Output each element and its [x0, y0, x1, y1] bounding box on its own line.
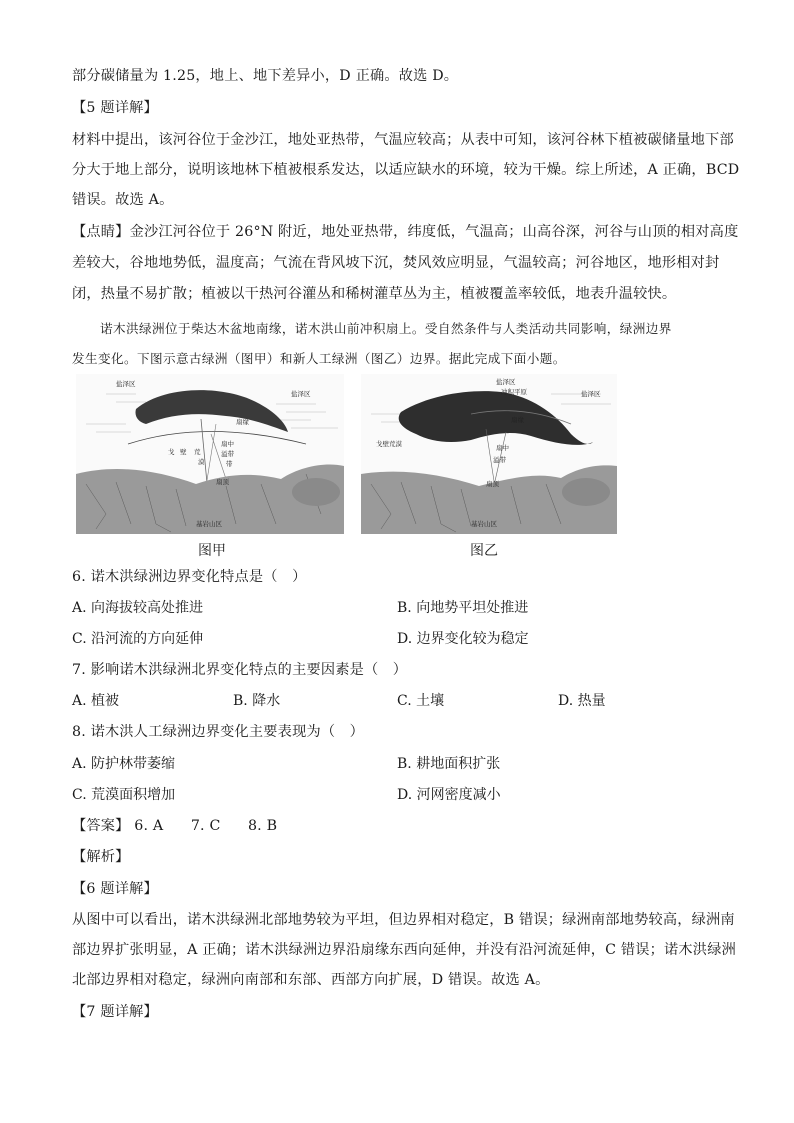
map-label: 带 [226, 460, 233, 468]
question-option: D. 边界变化较为稳定 [397, 631, 529, 647]
map-label: 基岩山区 [196, 520, 222, 528]
q5-detail-line: 错误。故选 A。 [72, 192, 174, 208]
question-stem: 7. 影响诺木洪绿洲北界变化特点的主要因素是（ ） [72, 662, 408, 678]
question-option: D. 河网密度减小 [397, 787, 501, 803]
answer-value: 7. C [190, 818, 221, 834]
question-option: A. 防护林带萎缩 [72, 756, 176, 772]
answer-label: 【答案】 [72, 818, 130, 834]
q6-detail-line: 部边界扩张明显，A 正确；诺木洪绿洲边界沿扇缘东西向延伸，并没有沿河流延伸，C 错误；诺木洪绿洲 [72, 942, 736, 958]
question-option: B. 耕地面积扩张 [397, 756, 501, 772]
question-option: C. 沿河流的方向延伸 [72, 631, 204, 647]
map-label: 扇缘 [511, 416, 524, 424]
question-option: D. 热量 [558, 693, 606, 709]
q6-detail-line: 从图中可以看出，诺木洪绿洲北部地势较为平坦，但边界相对稳定，B 错误；绿洲南部地势较高，绿洲南 [72, 912, 735, 928]
question-stem: 8. 诺木洪人工绿洲边界变化主要表现为（ ） [72, 724, 365, 740]
material-line: 发生变化。下图示意古绿洲（图甲）和新人工绿洲（图乙）边界。据此完成下面小题。 [72, 351, 566, 366]
question-option: A. 植被 [72, 693, 120, 709]
map-label: 基岩山区 [471, 520, 497, 528]
dianjing-line: 金沙江河谷位于 26°N 附近，地处亚热带，纬度低，气温高；山高谷深，河谷与山顶的相对高度 [129, 224, 739, 240]
q6-detail-heading: 【6 题详解】 [72, 881, 158, 897]
map-new-oasis [361, 374, 617, 534]
map-label: 壁 [180, 448, 187, 456]
question-option: B. 降水 [233, 693, 281, 709]
q5-detail-line: 分大于地上部分，说明该地林下植被根系发达，以适应缺水的环境，较为干燥。综上所述，A 正确，BCD [72, 162, 740, 178]
dianjing-label: 【点睛】 [72, 224, 130, 240]
map-label: 盐泽区 [581, 390, 601, 398]
dianjing-line: 闭，热量不易扩散；植被以干热河谷灌丛和稀树灌草丛为主，植被覆盖率较低，地表升温较快。 [72, 286, 677, 302]
q7-detail-heading: 【7 题详解】 [72, 1004, 158, 1020]
question-stem: 6. 诺木洪绿洲边界变化特点是（ ） [72, 569, 307, 585]
map-label: 盐泽区 [496, 378, 516, 386]
q6-detail-line: 北部边界相对稳定，绿洲向南部和东部、西部方向扩展，D 错误。故选 A。 [72, 972, 550, 988]
question-option: A. 向海拔较高处推进 [72, 600, 204, 616]
map-label: 戈壁荒漠 [376, 440, 402, 448]
map-label: 溢带 [221, 450, 234, 458]
dianjing-paragraph [72, 222, 738, 242]
intro-line: 部分碳储量为 1.25，地上、地下差异小，D 正确。故选 D。 [72, 68, 459, 84]
map-label: 扇中 [496, 444, 509, 452]
map-label: 荒 [194, 448, 201, 456]
map-label: 扇顶 [216, 478, 229, 486]
question-option: B. 向地势平坦处推进 [397, 600, 529, 616]
map-label: 漠 [198, 458, 205, 466]
dianjing-line: 差较大，谷地地势低，温度高；气流在背风坡下沉，焚风效应明显，气温较高；河谷地区，地形相对封 [72, 255, 720, 271]
map-label: 扇顶 [486, 480, 499, 488]
oasis-maps-figure [76, 374, 621, 560]
q5-detail-heading: 【5 题详解】 [72, 100, 158, 116]
answer-row [72, 816, 277, 836]
question-option: C. 荒漠面积增加 [72, 787, 176, 803]
question-option: C. 土壤 [397, 693, 445, 709]
map-label: 扇缘 [236, 418, 249, 426]
answer-value: 6. A [134, 818, 164, 834]
q5-detail-line: 材料中提出，该河谷位于金沙江，地处亚热带，气温应较高；从表中可知，该河谷林下植被碳储量地下部 [72, 132, 734, 148]
map-caption-left: 图甲 [198, 543, 226, 559]
map-ancient-oasis [76, 374, 344, 534]
map-label: 盐泽区 [116, 380, 136, 388]
analysis-label: 【解析】 [72, 849, 130, 865]
map-label: 冲积平原 [501, 388, 527, 396]
answer-value: 8. B [247, 818, 278, 834]
map-label: 溢带 [493, 456, 506, 464]
material-line: 诺木洪绿洲位于柴达木盆地南缘，诺木洪山前冲积扇上。受自然条件与人类活动共同影响，绿洲边界 [100, 321, 672, 336]
map-label: 盐泽区 [291, 390, 311, 398]
map-label: 戈 [168, 448, 175, 456]
map-label: 扇中 [221, 440, 234, 448]
map-caption-right: 图乙 [470, 543, 498, 559]
